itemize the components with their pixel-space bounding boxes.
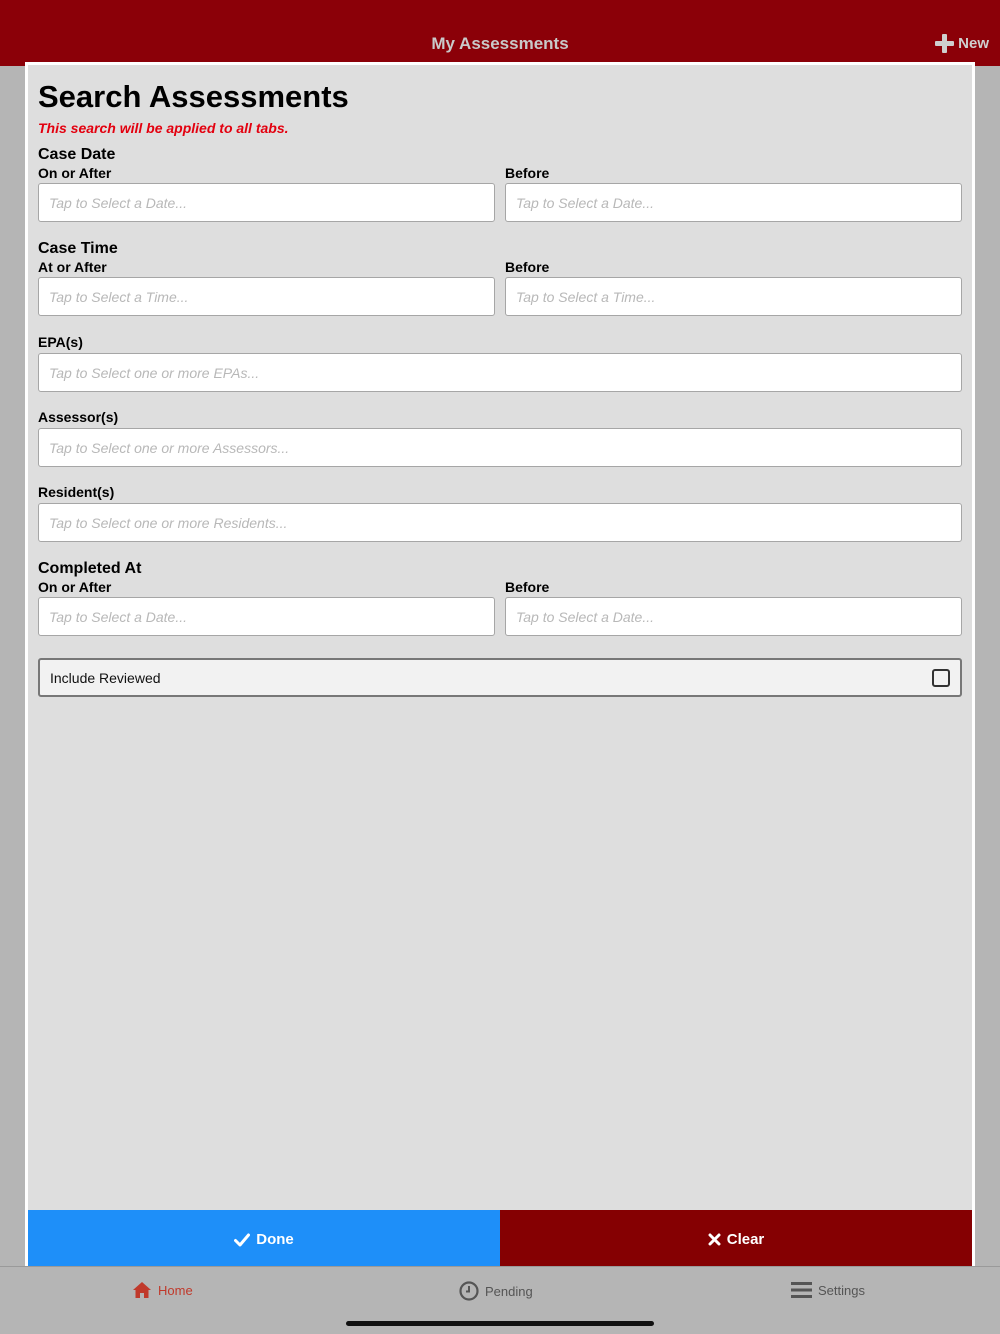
action-buttons [28,1210,972,1269]
completed-after-field[interactable]: Tap to Select a Date... [38,597,495,636]
close-icon [708,1233,721,1246]
include-reviewed-toggle[interactable] [38,658,962,697]
clear-label: Clear [726,1231,765,1248]
case-time-title: Case Time [38,240,118,257]
done-label: Done [256,1231,294,1248]
menu-icon [791,1281,812,1299]
case-time-after-field[interactable]: Tap to Select a Time... [38,277,495,316]
clock-icon [459,1281,479,1301]
plus-icon [935,34,954,53]
epas-label: EPA(s) [38,334,83,350]
residents-label: Resident(s) [38,484,115,500]
tab-pending-label: Pending [485,1283,533,1299]
search-form [28,65,972,1269]
new-button-label: New [958,35,989,52]
tab-settings-label: Settings [818,1282,865,1298]
page-title: My Assessments [431,34,569,53]
tab-settings[interactable] [791,1281,865,1299]
search-heading: Search Assessments [38,79,349,114]
case-date-before-field[interactable]: Tap to Select a Date... [505,183,962,222]
home-indicator [346,1321,654,1326]
case-time-before-label: Before [505,259,550,275]
home-icon [132,1281,152,1299]
completed-after-label: On or After [38,579,112,595]
tab-pending[interactable] [459,1281,533,1301]
case-date-after-field[interactable]: Tap to Select a Date... [38,183,495,222]
search-notice: This search will be applied to all tabs. [38,120,289,136]
case-date-before-label: Before [505,165,550,181]
done-button[interactable] [28,1210,500,1269]
clear-button[interactable] [500,1210,972,1269]
include-reviewed-checkbox[interactable] [932,669,950,687]
epas-field[interactable]: Tap to Select one or more EPAs... [38,353,962,392]
completed-before-field[interactable]: Tap to Select a Date... [505,597,962,636]
assessors-label: Assessor(s) [38,409,119,425]
residents-field[interactable]: Tap to Select one or more Residents... [38,503,962,542]
completed-at-title: Completed At [38,560,142,577]
include-reviewed-label: Include Reviewed [50,669,161,686]
tab-home[interactable] [132,1281,193,1299]
checkmark-icon [234,1233,250,1247]
search-modal [25,62,975,1272]
assessors-field[interactable]: Tap to Select one or more Assessors... [38,428,962,467]
case-time-after-label: At or After [38,259,107,275]
new-assessment-button[interactable] [935,34,989,53]
case-time-before-field[interactable]: Tap to Select a Time... [505,277,962,316]
case-date-title: Case Date [38,146,116,163]
app-header [0,0,1000,66]
completed-before-label: Before [505,579,550,595]
tab-home-label: Home [158,1282,193,1298]
case-date-after-label: On or After [38,165,112,181]
